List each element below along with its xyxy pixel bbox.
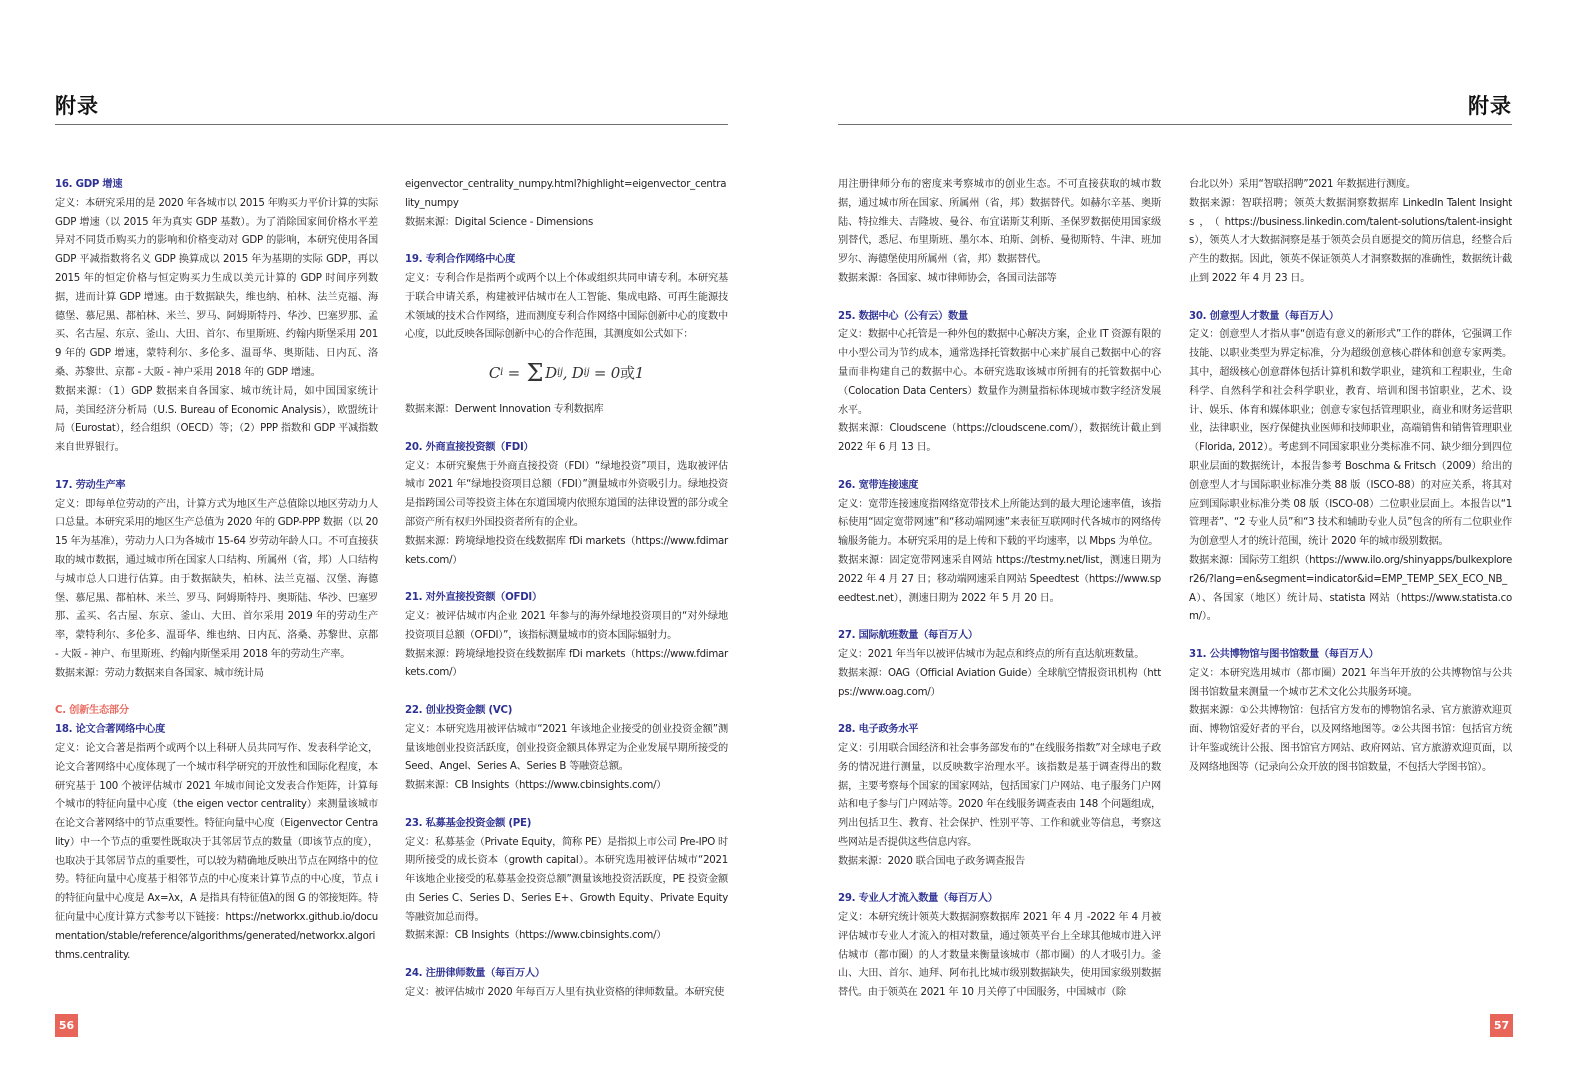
body-paragraph: 数据来源：CB Insights（https://www.cbinsights.com/） <box>405 780 667 792</box>
body-paragraph: 数据来源：①公共博物馆：包括官方发布的博物馆名录、官方旅游欢迎页面、博物馆爱好者的平台，以及网络地图等。②公共图书馆：包括官方统计年鉴或统计公报、图书馆官方网站、政府网站、官方旅游欢迎页面，以及网络地图等（记录向公众开放的图书馆数量，不包括大学图书馆）。 <box>1189 705 1512 773</box>
body-paragraph: 数据来源：Derwent Innovation 专利数据库 <box>405 404 604 416</box>
header-rule-right <box>838 124 1512 125</box>
section-heading: 27. 国际航班数量（每百万人） <box>838 630 978 642</box>
section-heading: 20. 外商直接投资额（FDI） <box>405 441 534 453</box>
section-heading: 24. 注册律师数量（每百万人） <box>405 968 545 980</box>
page-title-right: 附录 <box>1468 93 1512 118</box>
paragraph-gap <box>838 458 1161 477</box>
page-title-left: 附录 <box>55 93 99 118</box>
section-heading: 21. 对外直接投资额（OFDI） <box>405 592 542 604</box>
body-paragraph: 定义：本研究采用的是 2020 年各城市以 2015 年购买力平价计算的实际 GDP 增速（以 2015 年为真实 GDP 基数）。为了消除国家间价格水平差异对不同货币购买力的影响和价格变动对 GDP 的影响，本研究使用各国 GDP 平减指数将名义 GDP 换算成以 2015 年为基期的实际 GDP，再以 2015 年的恒定价格与恒定购买力生成以美元计算的 GDP 时间序列数据，进而计算 GDP 增速。由于数据缺失，维也纳、柏林、法兰克福、海德堡、慕尼黑、都柏林、米兰、罗马、阿姆斯特丹、华沙、巴塞罗那、孟买、名古屋、东京、釜山、大田、首尔、布里斯班、约翰内斯堡采用 2019 年的 GDP 增速，蒙特利尔、多伦多、温哥华、奥斯陆、日内瓦、洛桑、苏黎世、京都 - 大阪 - 神户采用 2018 年的 GDP 增速。 <box>55 197 378 378</box>
header-rule-left <box>55 124 728 125</box>
paragraph-gap <box>838 871 1161 890</box>
body-paragraph: 定义：本研究聚焦于外商直接投资（FDI）“绿地投资”项目，选取被评估城市 2021 年“绿地投资项目总额（FDI）”测量城市外资吸引力。绿地投资是指跨国公司等投资主体在东道国境内依照东道国的法律设置的部分或全部资产所有权归外国投资者所有的企业。 <box>405 460 728 528</box>
body-paragraph: 数据来源：（1）GDP 数据来自各国家、城市统计局，如中国国家统计局，美国经济分析局（U.S. Bureau of Economic Analysis），欧盟统计局（Eurostat），经合组织（OECD）等；（2）PPP 指数和 GDP 平减指数来自世界银行。 <box>55 385 378 454</box>
part-heading: C. 创新生态部分 <box>55 705 129 717</box>
paragraph-gap <box>405 946 728 965</box>
section-heading: 19. 专利合作网络中心度 <box>405 254 516 266</box>
body-paragraph: 数据来源：Cloudscene（https://cloudscene.com/），数据统计截止到 2022 年 6 月 13 日。 <box>838 423 1161 454</box>
section-heading: 28. 电子政务水平 <box>838 724 919 736</box>
body-paragraph: 数据来源：各国家、城市律师协会，各国司法部等 <box>838 272 1057 284</box>
paragraph-gap <box>405 796 728 815</box>
text-column-4 <box>1189 176 1512 778</box>
body-paragraph: 定义：被评估城市 2020 年每百万人里有执业资格的律师数量。本研究使 <box>405 986 725 998</box>
body-paragraph: 定义：私募基金（Private Equity，简称 PE）是指拟上市公司 Pre-IPO 时期所接受的成长资本（growth capital）。本研究选用被评估城市“2021 年该地企业接受的私募基金投资总额”测量该地投资活跃度，PE 投资金额由 Series C、Series D、Series E+、Growth Equity、Private Equity 等融资加总而得。 <box>405 836 728 923</box>
section-heading: 30. 创意型人才数量（每百万人） <box>1189 310 1339 322</box>
paragraph-gap <box>838 289 1161 308</box>
body-paragraph: 定义：本研究统计领英大数据洞察数据库 2021 年 4 月 -2022 年 4 月被评估城市专业人才流入的相对数量，通过领英平台上全球其他城市进入评估城市（都市圈）的人才数量来衡量该城市（都市圈）的人才吸引力。釜山、大田、首尔、迪拜、阿布扎比城市级别数据缺失，使用国家级别数据替代。由于领英在 2021 年 10 月关停了中国服务，中国城市（除 <box>838 912 1161 999</box>
body-paragraph: 数据来源：OAG（Official Aviation Guide）全球航空情报资讯机构（https://www.oag.com/） <box>838 667 1161 698</box>
body-paragraph: 数据来源：2020 联合国电子政务调查报告 <box>838 855 1025 867</box>
section-heading: 22. 创业投资金额 (VC) <box>405 704 513 716</box>
section-heading: 31. 公共博物馆与图书馆数量（每百万人） <box>1189 648 1379 660</box>
body-paragraph: 数据来源：国际劳工组织（https://www.ilo.org/shinyapps/bulkexplorer26/?lang=en&segment=indicator&id=EMP_TEMP_SEX_ECO_NB_A）、各国家（地区）统计局、statista 网站（https://www.statista.com/）。 <box>1189 554 1512 623</box>
body-paragraph: eigenvector_centrality_numpy.html?highlight=eigenvector_centrality_numpy <box>405 179 727 209</box>
section-heading: 18. 论文合著网络中心度 <box>55 724 166 736</box>
section-heading: 25. 数据中心（公有云）数量 <box>838 310 968 322</box>
paragraph-gap <box>838 608 1161 627</box>
paragraph-gap <box>55 684 378 703</box>
paragraph-gap <box>405 420 728 439</box>
section-heading: 16. GDP 增速 <box>55 179 123 190</box>
section-heading: 29. 专业人才流入数量（每百万人） <box>838 893 998 905</box>
body-paragraph: 定义：创意型人才指从事“创造有意义的新形式”工作的群体，它强调工作技能、以职业类型为界定标准，分为超级创意核心群体和创意专家两类。其中，超级核心创意群体包括计算机和数学职业，建筑和工程职业，生命科学、自然科学和社会科学职业，教育、培训和图书馆职业，艺术、设计、娱乐、体育和媒体职业；创意专家包括管理职业，商业和财务运营职业，法律职业，医疗保健执业医师和技师职业，高端销售和销售管理职业（Florida, 2012）。考虑到不同国家职业分类标准不同、缺少细分到四位职业层面的数据统计，本报告参考 Boschma & Fritsch（2009）给出的创意型人才与国际职业标准分类 88 版（ISCO-88）的对应关系，将其对应到国际职业标准分类 08 版（ISCO-08）二位职业层面上。本报告以“1 管理者”、“2 专业人员”和“3 技术和辅助专业人员”包含的所有二位职业作为创意型人才的统计范围，统计 2020 年的城市级别数据。 <box>1189 329 1512 548</box>
body-paragraph: 数据来源：智联招聘；领英大数据洞察数据库 LinkedIn Talent Insights，（https://business.linkedin.com/talent-solutions/talent-insights），领英人才大数据洞察是基于领英会员自愿提交的简历信息，经整合后产生的数据。因此，领英不保证领英人才洞察数据的准确性，数据统计截止到 2022 年 4 月 23 日。 <box>1189 197 1512 284</box>
body-paragraph: 定义：数据中心托管是一种外包的数据中心解决方案，企业 IT 资源有限的中小型公司为节约成本，通常选择托管数据中心来扩展自己数据中心的容量而非构建自己的数据中心。本研究选取该城市所拥有的托管数据中心（Colocation Data Centers）数量作为测量指标体现城市数字经济发展水平。 <box>838 329 1161 416</box>
body-paragraph: 数据来源：固定宽带网速采自网站 https://testmy.net/list，测速日期为 2022 年 4 月 27 日；移动端网速采自网站 Speedtest（https://www.speedtest.net），测速日期为 2022 年 5 月 20 日。 <box>838 554 1161 604</box>
paragraph-gap <box>838 702 1161 721</box>
paragraph-gap <box>1189 289 1512 308</box>
body-paragraph: 数据来源：跨境绿地投资在线数据库 fDi markets（https://www.fdimarkets.com/） <box>405 535 728 566</box>
text-column-1 <box>55 176 378 965</box>
paragraph-gap <box>55 458 378 477</box>
body-paragraph: 定义：专利合作是指两个或两个以上个体或组织共同申请专利。本研究基于联合申请关系，构建被评估城市在人工智能、集成电路、可再生能源技术领域的技术合作网络，进而测度专利合作网络中国际创新中心的度数中心度，以此反映各国际创新中心的合作范围，其测度如公式如下： <box>405 272 728 341</box>
section-heading: 23. 私募基金投资金额 (PE) <box>405 817 532 829</box>
text-column-2 <box>405 176 728 1003</box>
section-heading: 17. 劳动生产率 <box>55 479 126 491</box>
body-paragraph: 定义：即每单位劳动的产出，计算方式为地区生产总值除以地区劳动力人口总量。本研究采用的地区生产总值为 2020 年的 GDP-PPP 数据（以 2015 年为基准），劳动力人口为各城市 15-64 岁劳动年龄人口。不可直接获取的城市数据，通过城市所在国家人口结构、所属州（省，邦）人口结构与城市总人口进行估算。由于数据缺失，柏林、法兰克福、汉堡、海德堡、慕尼黑、都柏林、米兰、罗马、阿姆斯特丹、奥斯陆、华沙、巴塞罗那、孟买、名古屋、东京、釜山、大田、首尔采用 2019 年的劳动生产率，蒙特利尔、多伦多、温哥华、维也纳、日内瓦、洛桑、苏黎世、京都 - 大阪 - 神户、布里斯班、约翰内斯堡采用 2018 年的劳动生产率。 <box>55 498 378 660</box>
section-heading: 26. 宽带连接速度 <box>838 479 919 491</box>
body-paragraph: 数据来源：Digital Science - Dimensions <box>405 216 594 228</box>
body-paragraph: 定义：被评估城市内企业 2021 年参与的海外绿地投资项目的“对外绿地投资项目总额（OFDI）”，该指标测量城市的资本国际辐射力。 <box>405 610 728 641</box>
body-paragraph: 定义：引用联合国经济和社会事务部发布的“在线服务指数”对全球电子政务的情况进行测量，以反映数字治理水平。该指数是基于调查得出的数据，主要考察每个国家的国家网站，包括国家门户网站、电子服务门户网站和电子参与门户网站等。2020 年在线服务调查表由 148 个问题组成，列出包括卫生、教育、社会保护、性别平等、工作和就业等信息，考察这些网站是否提供这些信息内容。 <box>838 742 1161 848</box>
page-number-left: 56 <box>55 1014 78 1037</box>
body-paragraph: 用注册律师分布的密度来考察城市的创业生态。不可直接获取的城市数据，通过城市所在国家、所属州（省，邦）数据替代。如赫尔辛基、奥斯陆、特拉维夫、吉隆坡、曼谷、布宜诺斯艾利斯、圣保罗数据使用国家级别替代，悉尼、布里斯班、墨尔本、珀斯、剑桥、曼彻斯特、牛津、班加罗尔、海德堡使用所属州（省，邦）数据替代。 <box>838 179 1161 266</box>
body-paragraph: 台北以外）采用“智联招聘”2021 年数据进行测度。 <box>1189 179 1416 190</box>
body-paragraph: 数据来源：CB Insights（https://www.cbinsights.com/） <box>405 930 667 942</box>
paragraph-gap <box>405 232 728 251</box>
body-paragraph: 定义：论文合著是指两个或两个以上科研人员共同写作、发表科学论文，论文合著网络中心度体现了一个城市科学研究的开放性和国际化程度，本研究基于 100 个被评估城市 2021 年城市间论文发表合作矩阵，计算每个城市的特征向量中心度（the eigen vector centrality）来测量该城市在论文合著网络中的节点重要性。特征向量中心度（Eigenvector Centrality）中一个节点的重要性既取决于其邻居节点的数量（即该节点的度），也取决于其邻居节点的重要性，可以较为精确地反映出节点在网络中的位势。特征向量中心度基于相邻节点的中心度来计算节点的中心度，节点 i 的特征向量中心度是 Ax=λx，A 是指具有特征值λ的图 G 的邻接矩阵。特征向量中心度计算方式参考以下链接：https://networkx.github.io/documentation/stable/reference/algorithms/generated/networkx.algorithms.centrality. <box>55 742 378 961</box>
paragraph-gap <box>1189 627 1512 646</box>
body-paragraph: 数据来源：跨境绿地投资在线数据库 fDi markets（https://www.fdimarkets.com/） <box>405 648 728 679</box>
paragraph-gap <box>405 570 728 589</box>
body-paragraph: 定义：本研究选用被评估城市“2021 年该地企业接受的创业投资金额”测量该地创业投资活跃度，创业投资金额具体界定为企业发展早期所接受的 Seed、Angel、Series A、Series B 等融资总额。 <box>405 723 728 773</box>
paragraph-gap <box>405 683 728 702</box>
formula: C i = Σ D ij , D ij = 0 或 1 <box>488 358 645 387</box>
page-number-right: 57 <box>1490 1014 1513 1037</box>
body-paragraph: 定义：宽带连接速度指网络宽带技术上所能达到的最大理论速率值，该指标使用“固定宽带网速”和“移动端网速”来表征互联网时代各城市的网络传输服务能力。本研究采用的是上传和下载的平均速率，以 Mbps 为单位。 <box>838 498 1161 548</box>
body-paragraph: 数据来源：劳动力数据来自各国家、城市统计局 <box>55 667 264 679</box>
body-paragraph: 定义：2021 年当年以被评估城市为起点和终点的所有直达航班数量。 <box>838 648 1145 660</box>
body-paragraph: 定义：本研究选用城市（都市圈）2021 年当年开放的公共博物馆与公共图书馆数量来测量一个城市艺术文化公共服务环境。 <box>1189 667 1512 698</box>
text-column-3 <box>838 176 1161 1003</box>
